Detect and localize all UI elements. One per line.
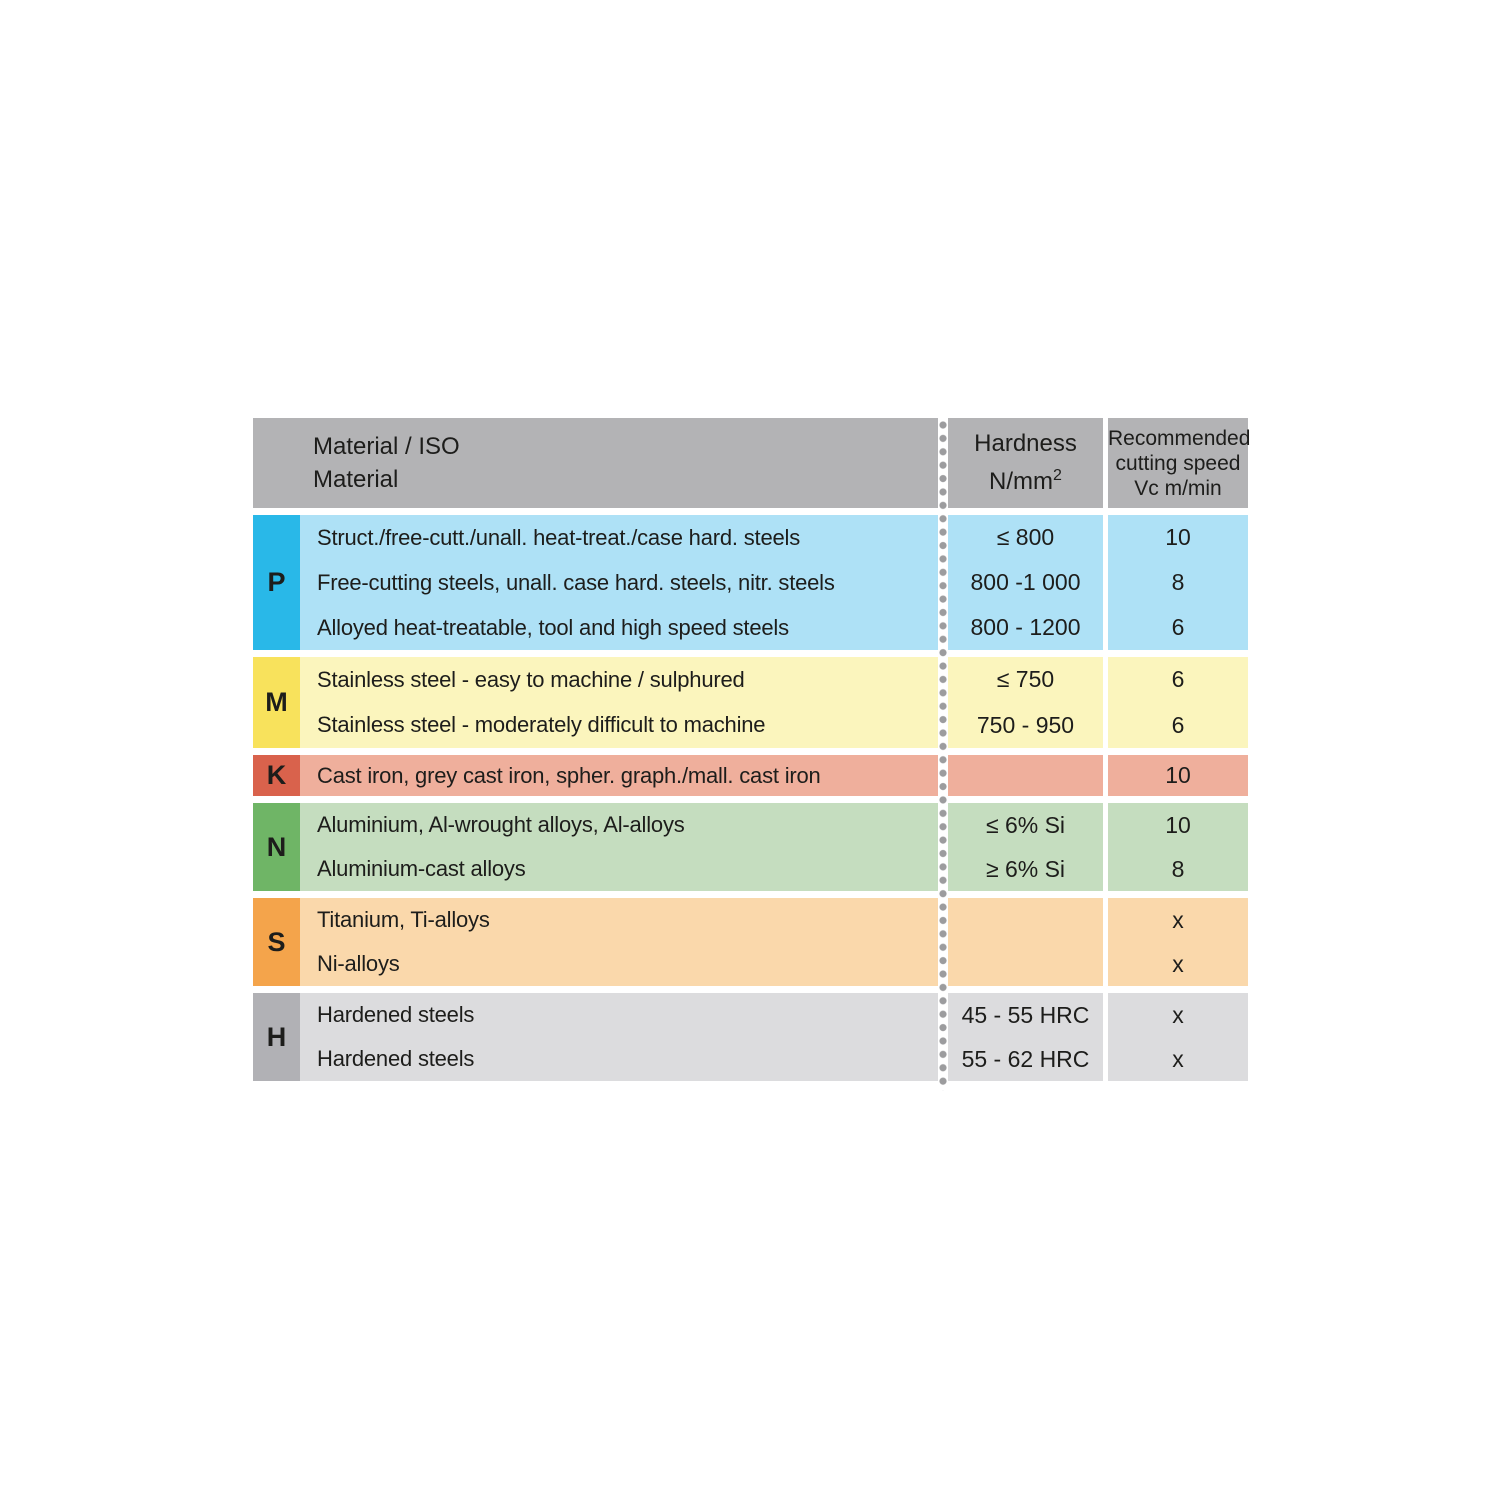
speed-cell: 6 (1108, 703, 1248, 749)
material-cell: Stainless steel - easy to machine / sulphured (317, 666, 745, 692)
table-row (300, 657, 1248, 703)
speed-cell: x (1108, 993, 1248, 1037)
row-main-cell (300, 803, 1103, 847)
material-cell: Cast iron, grey cast iron, spher. graph./mall. cast iron (317, 762, 821, 788)
table-row (300, 942, 1248, 986)
material-cell: Hardened steels (317, 1046, 475, 1071)
speed-cell: 6 (1108, 605, 1248, 650)
header-speed-line2: cutting speed (1115, 451, 1241, 475)
material-cell: Free-cutting steels, unall. case hard. steels, nitr. steels (317, 569, 835, 595)
material-cell: Titanium, Ti-alloys (317, 907, 490, 932)
material-cell: Struct./free-cutt./unall. heat-treat./case hard. steels (317, 524, 801, 550)
group-rows-S (300, 898, 1248, 986)
row-main-cell (300, 847, 1103, 891)
speed-cell: x (1108, 898, 1248, 942)
group-label-P: P (253, 515, 300, 650)
table-row (300, 703, 1248, 749)
header-material-title (253, 430, 938, 496)
row-main-cell (300, 657, 1103, 703)
hardness-cell: ≤ 750 (996, 666, 1055, 693)
material-cell: Ni-alloys (317, 951, 400, 976)
header-hardness-line2: $N/mm^2$ (989, 467, 1062, 495)
group-H (253, 993, 1248, 1081)
hardness-cell: 750 - 950 (976, 711, 1075, 738)
group-rows-H (300, 993, 1248, 1081)
row-main-cell (300, 898, 1103, 942)
table-row (300, 993, 1248, 1037)
group-label-H: H (253, 993, 300, 1081)
hardness-cell: ≤ 6% Si (985, 811, 1066, 838)
group-K (253, 755, 1248, 796)
row-main-cell (300, 993, 1103, 1037)
group-label-M: M (253, 657, 300, 748)
group-S (253, 898, 1248, 986)
header-material-line1: Material / ISO (313, 433, 460, 460)
group-P (253, 515, 1248, 650)
table-row (300, 1037, 1248, 1081)
column-divider-dotted (938, 418, 948, 1091)
table-row (300, 847, 1248, 891)
group-rows-M (300, 657, 1248, 748)
hardness-cell: ≤ 800 (996, 524, 1055, 550)
table-header (253, 418, 1251, 508)
header-main-cell (253, 418, 1103, 508)
speed-cell: 10 (1108, 515, 1248, 560)
row-main-cell (300, 605, 1103, 650)
header-speed-title (1108, 418, 1251, 508)
row-main-cell (300, 942, 1103, 986)
table-row (300, 898, 1248, 942)
hardness-cell: 800 -1 000 (970, 569, 1081, 595)
row-main-cell (300, 560, 1103, 605)
row-main-cell (300, 1037, 1103, 1081)
hardness-cell: 800 - 1200 (970, 614, 1081, 640)
material-cell: Alloyed heat-treatable, tool and high speed steels (317, 614, 789, 640)
header-hardness-title (938, 428, 1103, 498)
iso-material-table (253, 418, 1251, 1081)
hardness-cell: 45 - 55 HRC (961, 1001, 1090, 1028)
table-row (300, 560, 1248, 605)
speed-cell: x (1108, 1037, 1248, 1081)
header-speed-line3: Vc m/min (1134, 476, 1222, 500)
speed-cell: 10 (1108, 803, 1248, 847)
table-row (300, 605, 1248, 650)
speed-cell: 10 (1108, 755, 1248, 796)
material-cell: Aluminium-cast alloys (317, 856, 526, 881)
group-label-N: N (253, 803, 300, 891)
table-row (300, 803, 1248, 847)
row-main-cell (300, 755, 1103, 796)
speed-cell: 8 (1108, 560, 1248, 605)
table-row (300, 755, 1248, 796)
header-speed-line1: Recommended (1108, 426, 1251, 450)
speed-cell: 6 (1108, 657, 1248, 703)
row-main-cell (300, 515, 1103, 560)
hardness-cell: ≥ 6% Si (985, 855, 1066, 882)
group-label-S: S (253, 898, 300, 986)
hardness-unit-superscript: 2 (1053, 467, 1062, 484)
group-rows-P (300, 515, 1248, 650)
header-material-line2: Material (313, 466, 399, 493)
material-cell: Hardened steels (317, 1002, 475, 1027)
material-cell: Stainless steel - moderately difficult to machine (317, 712, 766, 738)
group-rows-K (300, 755, 1248, 796)
hardness-cell: 55 - 62 HRC (961, 1045, 1090, 1072)
speed-cell: x (1108, 942, 1248, 986)
header-hardness-line1: Hardness (974, 430, 1077, 457)
material-cell: Aluminium, Al-wrought alloys, Al-alloys (317, 812, 685, 837)
table-row (300, 515, 1248, 560)
speed-cell: 8 (1108, 847, 1248, 891)
row-main-cell (300, 703, 1103, 749)
group-M (253, 657, 1248, 748)
group-N (253, 803, 1248, 891)
group-label-K: K (253, 755, 300, 796)
group-rows-N (300, 803, 1248, 891)
